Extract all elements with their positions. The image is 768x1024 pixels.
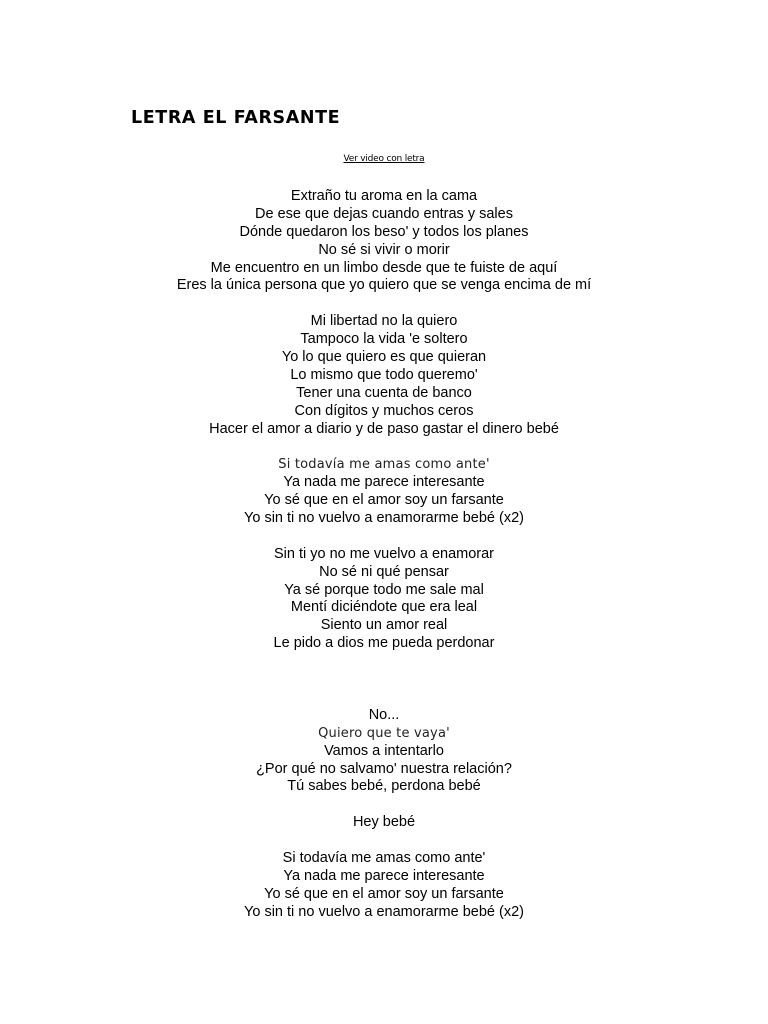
lyric-line: Extraño tu aroma en la cama <box>290 188 478 204</box>
lyric-line: Me encuentro en un limbo desde que te fuiste de aquí <box>210 259 558 276</box>
lyric-line: Ya sé porque todo me sale mal <box>284 581 484 598</box>
stanza-2 <box>0 313 768 438</box>
stanza-5 <box>0 707 768 796</box>
lyric-line: De ese que dejas cuando entras y sales <box>255 205 513 222</box>
lyric-line: ¿Por qué no salvamo' nuestra relación? <box>256 760 512 777</box>
stanza-gap <box>0 295 768 313</box>
lyrics-body <box>0 188 768 922</box>
lyric-line: Sin ti yo no me vuelvo a enamorar <box>273 545 495 562</box>
lyric-line: Yo sé que en el amor soy un farsante <box>264 885 504 902</box>
stanza-gap <box>0 832 768 850</box>
document-title: LETRA EL FARSANTE <box>131 108 341 128</box>
lyric-line: Hacer el amor a diario y de paso gastar el dinero bebé <box>209 420 559 437</box>
lyric-line: Mentí diciéndote que era leal <box>290 599 478 616</box>
lyric-line: Dónde quedaron los beso' y todos los planes <box>239 223 529 240</box>
stanza-6 <box>0 814 768 832</box>
lyric-line: Eres la única persona que yo quiero que se venga encima de mí <box>176 277 592 294</box>
stanza-gap <box>0 653 768 707</box>
lyric-line: Yo lo que quiero es que quieran <box>281 349 487 366</box>
video-link[interactable]: Ver video con letra <box>343 154 425 164</box>
lyric-line: Le pido a dios me pueda perdonar <box>273 635 495 652</box>
lyric-line: Vamos a intentarlo <box>324 742 444 759</box>
stanza-chorus-1 <box>0 456 768 528</box>
lyric-line: Yo sin ti no vuelvo a enamorarme bebé (x2) <box>244 903 524 920</box>
lyric-line: Yo sé que en el amor soy un farsante <box>264 492 504 509</box>
stanza-chorus-2 <box>0 850 768 922</box>
lyric-line: Ya nada me parece interesante <box>283 474 485 491</box>
lyric-line: Tener una cuenta de banco <box>296 384 472 401</box>
lyric-line: Tampoco la vida 'e soltero <box>300 331 468 348</box>
lyric-line: Lo mismo que todo queremo' <box>290 366 478 383</box>
lyric-line: No... <box>368 706 400 723</box>
lyric-line: No sé ni qué pensar <box>319 563 449 580</box>
lyric-line: Hey bebé <box>352 814 416 831</box>
stanza-gap <box>0 438 768 456</box>
lyric-line: Yo sin ti no vuelvo a enamorarme bebé (x2) <box>244 510 524 527</box>
stanza-4 <box>0 546 768 653</box>
lyric-line: Mi libertad no la quiero <box>310 313 458 330</box>
lyric-line: Si todavía me amas como ante' <box>278 457 490 473</box>
lyric-line: Ya nada me parece interesante <box>283 867 485 884</box>
stanza-1 <box>0 188 768 295</box>
lyric-line: No sé si vivir o morir <box>318 241 450 258</box>
lyric-line: Quiero que te vaya' <box>318 725 450 741</box>
stanza-gap <box>0 796 768 814</box>
lyric-line: Tú sabes bebé, perdona bebé <box>287 778 481 795</box>
lyric-line: Si todavía me amas como ante' <box>282 849 486 866</box>
lyric-line: Con dígitos y muchos ceros <box>294 402 474 419</box>
stanza-gap <box>0 528 768 546</box>
lyric-line: Siento un amor real <box>320 617 448 634</box>
